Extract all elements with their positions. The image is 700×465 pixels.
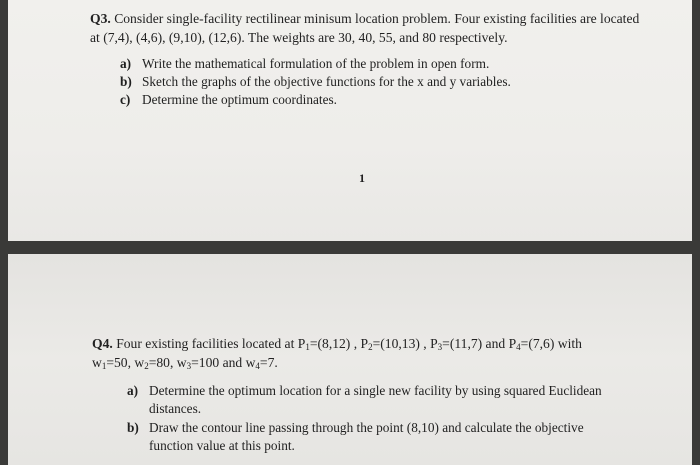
question-4-number: Q4. bbox=[92, 336, 113, 351]
question-3-part-c bbox=[120, 91, 580, 109]
p1-value: =(8,12) , P bbox=[309, 336, 369, 351]
part-text: Write the mathematical formulation of the problem in open form. bbox=[142, 56, 490, 71]
part-letter: c) bbox=[120, 92, 131, 107]
question-3-part-a bbox=[120, 55, 580, 73]
weight-w3: $w_3=100$ and bbox=[176, 355, 246, 371]
part-text: Sketch the graphs of the objective functions for the x and y variables. bbox=[142, 74, 511, 89]
p1-subscript: 1 bbox=[305, 342, 310, 352]
question-4-part-a bbox=[127, 382, 627, 418]
weight-w2: $w_2=80$, bbox=[134, 355, 177, 371]
part-letter: b) bbox=[127, 420, 139, 435]
question-3-statement: Consider single-facility rectilinear minisum location problem. Four existing facilities are located at (7,4), (4,6), (9,10), (12,6). The weights are 30, 40, 55, and 80 respectively. bbox=[90, 11, 640, 45]
part-text: Determine the optimum coordinates. bbox=[142, 92, 337, 107]
question-3-parts bbox=[120, 55, 580, 109]
p3-subscript: 3 bbox=[437, 342, 443, 352]
part-text: Draw the contour line passing through the point (8,10) and calculate the objective function value at this point. bbox=[149, 420, 584, 453]
question-3-part-b bbox=[120, 73, 580, 91]
weight-w1: $w_1=50$, bbox=[92, 355, 135, 371]
exam-page-top bbox=[8, 0, 692, 241]
question-3-text bbox=[90, 9, 650, 47]
part-text: Determine the optimum location for a single new facility by using squared Euclidean distances. bbox=[149, 383, 602, 416]
page-number: 1 bbox=[359, 171, 365, 185]
part-letter: b) bbox=[120, 74, 132, 89]
p3-value: =(11,7) and P bbox=[442, 336, 517, 351]
question-4-text bbox=[92, 334, 632, 372]
p4-value: =(7,6) with bbox=[520, 336, 582, 351]
part-letter: a) bbox=[120, 56, 132, 71]
question-4-part-b bbox=[127, 419, 627, 455]
part-letter: a) bbox=[127, 383, 139, 398]
p4-subscript: 4 bbox=[516, 342, 521, 352]
p2-subscript: 2 bbox=[368, 342, 373, 352]
p2-value: =(10,13) , P bbox=[372, 336, 438, 351]
question-4-statement-start: Four existing facilities located at P bbox=[116, 336, 306, 351]
question-4-parts bbox=[127, 382, 627, 456]
question-3-number: Q3. bbox=[90, 11, 111, 26]
exam-page-bottom bbox=[8, 254, 692, 465]
weight-w4: $w_4=7$. bbox=[245, 355, 278, 371]
